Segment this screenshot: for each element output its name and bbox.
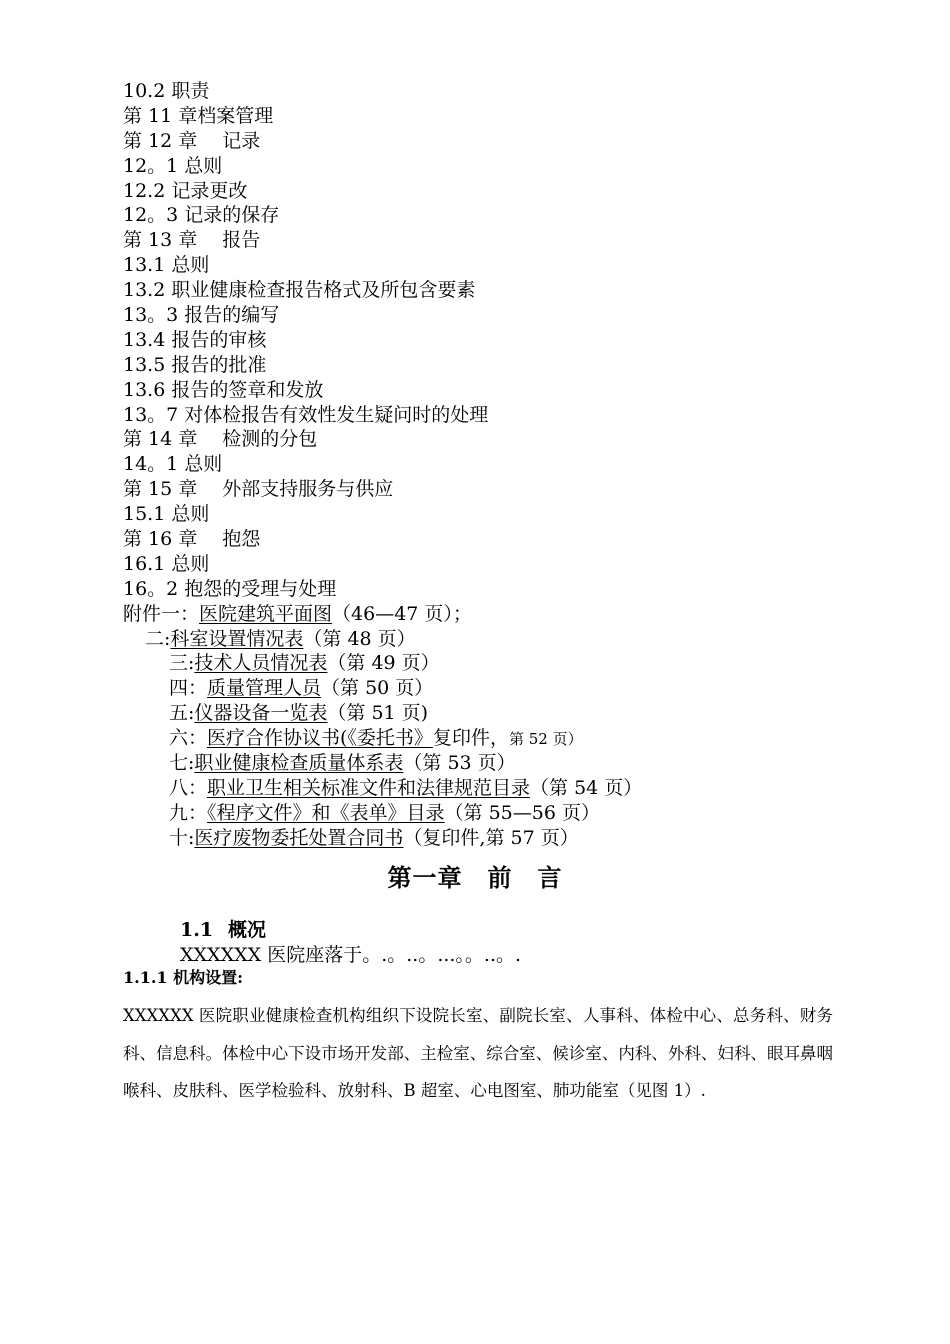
chapter-title: 第一章 前 言 [387,863,563,892]
attachment-item [123,651,843,676]
toc-entry: 16。2 抱怨的受理与处理 [123,577,337,600]
attachment-link[interactable]: 仪器设备一览表 [194,702,328,725]
toc-entry: 第 11 章档案管理 [123,104,274,127]
section-intro: XXXXXX 医院座落于。.。..。...。。..。. [180,944,522,966]
attachment-suffix: （第 51 页) [327,702,429,725]
attachment-item [123,801,843,826]
attachment-link[interactable]: 医院建筑平面图 [199,602,333,625]
toc-entry: 13。7 对体检报告有效性发生疑问时的处理 [123,403,489,426]
attachment-link[interactable]: 质量管理人员 [207,677,322,700]
attachment-suffix: （第 55—56 页） [444,801,600,824]
section-title: 概况 [228,919,267,941]
toc-entry: 13.5 报告的批准 [123,353,267,376]
attachment-suffix: （46—47 页）； [332,602,472,625]
attachment-item [123,826,843,851]
attachment-item [123,701,843,726]
attachment-item [123,776,843,801]
attachment-item [123,726,843,751]
attachment-suffix: （复印件,第 57 页） [403,826,579,849]
toc-entry: 13.1 总则 [123,254,210,277]
attachment-suffix: 复印件， [432,727,509,750]
toc-entry: 16.1 总则 [123,552,210,575]
section-number: 1.1 [180,919,214,941]
toc-entry: 第 16 章 抱怨 [123,528,261,551]
toc-entry: 12。1 总则 [123,154,223,177]
toc-entry: 10.2 职责 [123,80,210,102]
attachment-prefix: 十: [169,826,195,849]
toc-entry: 12。3 记录的保存 [123,204,280,227]
toc-entry: 12.2 记录更改 [123,179,248,202]
table-of-contents [123,79,843,851]
attachment-prefix: 三: [169,652,195,675]
attachment-prefix: 八： [169,776,208,799]
attachment-link[interactable]: 医疗合作协议书(《委托书》 [207,727,433,750]
attachment-link[interactable]: 医疗废物委托处置合同书 [194,826,404,849]
attachment-suffix: （第 49 页） [327,652,440,675]
attachment-prefix: 五: [169,702,195,725]
attachment-suffix: （第 54 页） [530,776,643,799]
attachment-suffix: （第 48 页） [303,627,416,650]
attachment-item [123,602,843,627]
toc-entry: 13.4 报告的审核 [123,328,267,351]
attachment-suffix: （第 53 页） [403,752,516,775]
attachment-suffix: （第 50 页） [321,677,434,700]
attachment-prefix: 六： [169,727,208,750]
toc-entry: 13.2 职业健康检查报告格式及所包含要素 [123,279,476,302]
attachment-page-note: 第 52 页） [508,730,583,749]
toc-entry: 第 14 章 检测的分包 [123,428,318,451]
attachment-link[interactable]: 职业健康检查质量体系表 [194,752,404,775]
attachment-prefix: 二: [145,627,171,650]
attachment-prefix: 附件一： [123,602,200,625]
toc-entry: 14。1 总则 [123,453,223,476]
body-paragraph: XXXXXX 医院职业健康检查机构组织下设院长室、副院长室、人事科、体检中心、总务科、财务科、信息科。体检中心下设市场开发部、主检室、综合室、候诊室、内科、外科、妇科、眼耳鼻咽喉科、皮肤科、医学检验科、放射科、B 超室、心电图室、肺功能室（见图 1）. [123,1006,833,1100]
attachment-link[interactable]: 技术人员情况表 [194,652,328,675]
attachment-link[interactable]: 《程序文件》和《表单》目录 [207,801,445,824]
attachment-link[interactable]: 职业卫生相关标准文件和法律规范目录 [207,776,531,799]
attachment-item [123,627,843,652]
section-heading [180,915,266,942]
attachment-item [123,751,843,776]
attachment-link[interactable]: 科室设置情况表 [170,627,304,650]
toc-entry: 第 15 章 外部支持服务与供应 [123,478,394,501]
subsection-heading: 1.1.1 机构设置: [123,968,244,987]
toc-entry: 13.6 报告的签章和发放 [123,378,324,401]
attachment-item [123,676,843,701]
toc-entry: 15.1 总则 [123,503,210,526]
toc-entry: 13。3 报告的编写 [123,304,280,327]
attachment-prefix: 四： [169,677,208,700]
toc-entry: 第 13 章 报告 [123,229,261,252]
attachment-prefix: 九： [169,801,208,824]
attachment-prefix: 七: [169,752,195,775]
toc-entry: 第 12 章 记录 [123,129,261,152]
